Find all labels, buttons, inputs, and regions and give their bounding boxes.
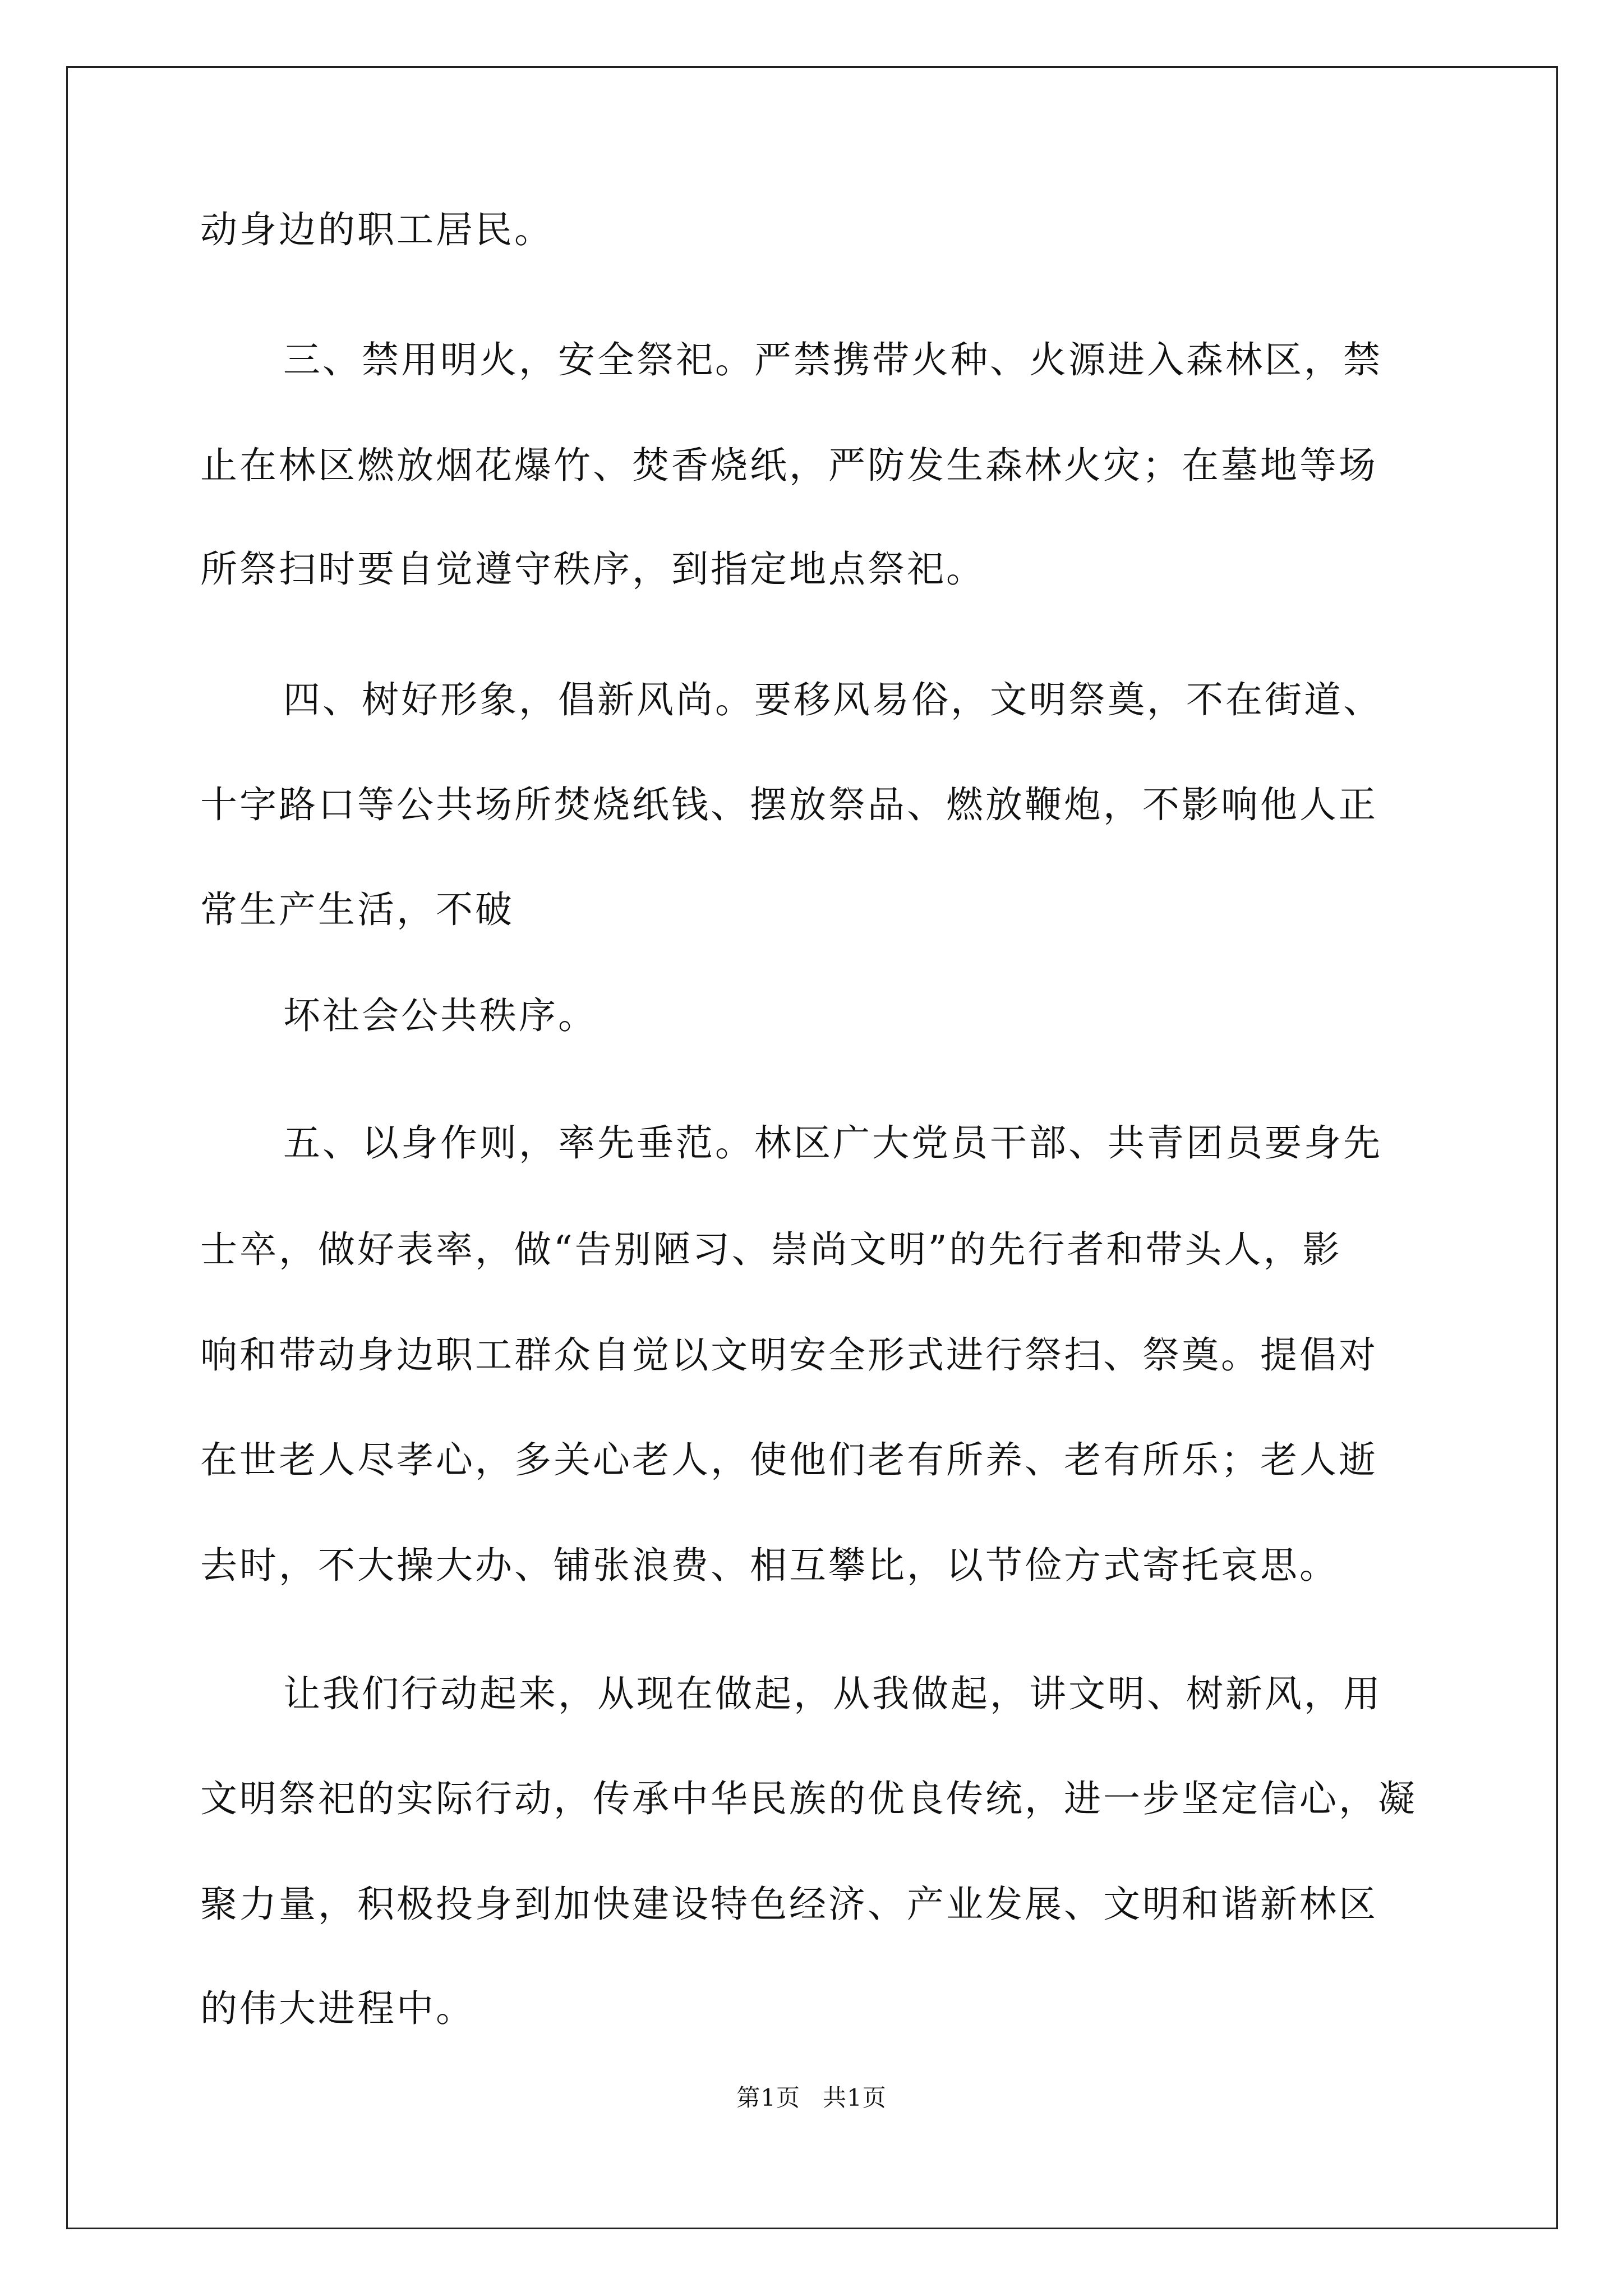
text-line: 五、以身作则，率先垂范。林区广大党员干部、共青团员要身先: [283, 1121, 1382, 1165]
text-line: 止在林区燃放烟花爆竹、焚香烧纸，严防发生森林火灾；在墓地等场: [200, 444, 1378, 487]
text-line: 动身边的职工居民。: [200, 208, 554, 251]
text-line: 三、禁用明火，安全祭祀。严禁携带火种、火源进入森林区，禁: [283, 338, 1382, 381]
text-line: 响和带动身边职工群众自觉以文明安全形式进行祭扫、祭奠。提倡对: [200, 1333, 1378, 1377]
text-line: 去时，不大操大办、铺张浪费、相互攀比，以节俭方式寄托哀思。: [200, 1544, 1339, 1587]
text-line: 所祭扫时要自觉遵守秩序，到指定地点祭祀。: [200, 547, 985, 591]
text-line: 坏社会公共秩序。: [283, 994, 597, 1037]
page-footer: [0, 2084, 1623, 2112]
text-line: 士卒，做好表率，做“告别陋习、崇尚文明”的先行者和带头人，影: [200, 1228, 1342, 1271]
text-line: 常生产生活，不破: [200, 888, 514, 931]
text-line: 四、树好形象，倡新风尚。要移风易俗，文明祭奠，不在街道、: [283, 678, 1382, 721]
text-line: 聚力量，积极投身到加快建设特色经济、产业发展、文明和谐新林区: [200, 1883, 1378, 1926]
text-line: 让我们行动起来，从现在做起，从我做起，讲文明、树新风，用: [283, 1672, 1382, 1715]
text-line: 的伟大进程中。: [200, 1987, 475, 2030]
page-total: 共1页: [823, 2084, 887, 2111]
page-number: 第1页: [736, 2084, 800, 2111]
text-line: 文明祭祀的实际行动，传承中华民族的优良传统，进一步坚定信心，凝: [200, 1777, 1417, 1820]
text-line: 在世老人尽孝心，多关心老人，使他们老有所养、老有所乐；老人逝: [200, 1438, 1378, 1481]
text-line: 十字路口等公共场所焚烧纸钱、摆放祭品、燃放鞭炮，不影响他人正: [200, 783, 1378, 826]
